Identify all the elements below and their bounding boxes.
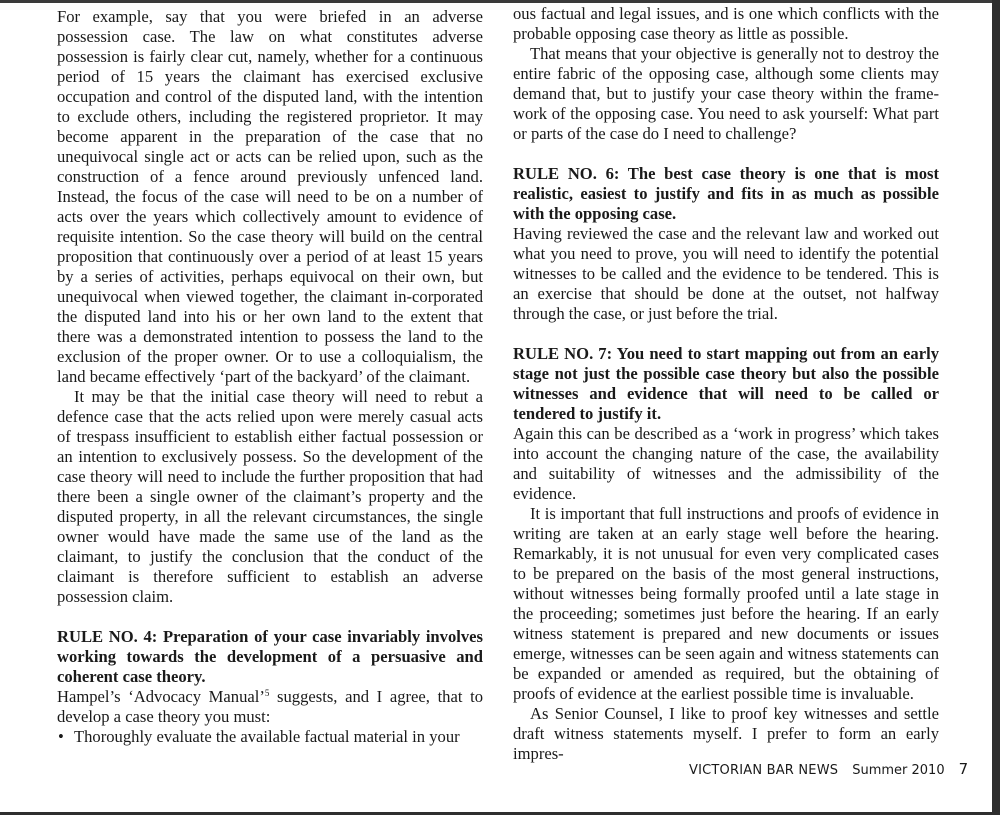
left-column	[57, 7, 483, 747]
bullet-list	[57, 727, 483, 747]
rule-7-heading: RULE NO. 7: You need to start mapping out from an early stage not just the possible case theory but also the possible witnesses and evidence that will need to be called or tendered to justify it.	[513, 344, 939, 423]
paragraph	[57, 687, 483, 727]
paragraph: Again this can be described as a ‘work in progress’ which takes into account the changing nature of the case, the availability and suitability of witnesses and the admissibility of the evidence.	[513, 424, 939, 503]
paragraph: It may be that the initial case theory will need to rebut a defence case that the acts relied upon were merely casual acts of trespass insufficient to establish either factual possession or an intention to exclusively possess. So the development of the case theory will need to include the further proposition that had there been a single owner of the claimant’s property and the disputed property, in all the relevant circumstances, the single owner would have made the same use of the land as the claimant, to justify the conclusion that the conduct of the claimant is therefore sufficient to establish an adverse possession claim.	[57, 387, 483, 606]
right-column	[513, 4, 939, 764]
paragraph-text: suggests, and I agree, that to develop a case theory you must:	[57, 687, 484, 726]
paragraph: Having reviewed the case and the relevant law and worked out what you need to prove, you will need to identify the potential witnesses to be called and the evidence to be tendered. This is an exercise that should be done at the outset, not halfway through the case, or just before the trial.	[513, 224, 939, 323]
window-right-border	[992, 0, 1000, 815]
paragraph: As Senior Counsel, I like to proof key witnesses and settle draft witness statements myself. I prefer to form an early impres-	[513, 704, 939, 763]
paragraph: ous factual and legal issues, and is one which conflicts with the probable opposing case theory as little as possible.	[513, 4, 939, 43]
paragraph: It is important that full instructions and proofs of evidence in writing are taken at an early stage well before the hearing. Remarkably, it is not unusual for even very complicated cases to be prepared on the basis of the most general instructions, without witnesses being formally proofed until a late stage in the proceeding; sometimes just before the hearing. If an early witness statement is prepared and new documents or issues emerge, witnesses can be seen again and witness statements can be expanded or amended as required, but the obtaining of proofs of evidence at the earliest possible time is invaluable.	[513, 504, 939, 703]
page-footer	[689, 760, 968, 778]
bullet-item: • Thoroughly evaluate the available factual material in your	[57, 727, 483, 747]
page-number: 7	[958, 760, 969, 778]
issue-date: Summer 2010	[852, 763, 945, 778]
paragraph: That means that your objective is generally not to destroy the entire fabric of the opposing case, although some clients may demand that, but to justify your case theory within the framework of the opposing case. You need to ask yourself: What part or parts of the case do I need to challenge?	[513, 44, 939, 143]
document-page	[0, 3, 992, 812]
footnote-marker[interactable]: 5	[264, 688, 270, 698]
paragraph: For example, say that you were briefed in an adverse possession case. The law on what constitutes adverse possession is fairly clear cut, namely, whether for a continuous period of 15 years the claimant has exercised exclusive occupation and control of the disputed land, with the intention to exclude others, including the registered proprietor. It may become apparent in the preparation of the case that no unequivocal single act or acts can be relied upon, such as the construction of a fence around previously unfenced land. Instead, the focus of the case will need to be on a number of acts over the years which collectively amount to evidence of requisite intention. So the case theory will build on the central proposition that continuously over a period of at least 15 years by a series of activities, perhaps equivocal on their own, but unequivocal when viewed together, the claimant in-corporated the disputed land into his or her own land to the extent that there was a demonstrated intention to possess the land to the exclusion of the proper owner. Or to use a colloquialism, the land became effectively ‘part of the backyard’ of the claimant.	[57, 7, 483, 386]
publication-name: VICTORIAN BAR NEWS	[689, 763, 839, 778]
rule-4-heading: RULE NO. 4: Preparation of your case invariably involves working towards the development of a persuasive and coherent case theory.	[57, 627, 483, 686]
rule-6-heading: RULE NO. 6: The best case theory is one that is most realistic, easiest to justify and fits in as much as possible with the opposing case.	[513, 164, 939, 223]
citation-text: Hampel’s ‘Advocacy Manual’	[57, 687, 265, 706]
